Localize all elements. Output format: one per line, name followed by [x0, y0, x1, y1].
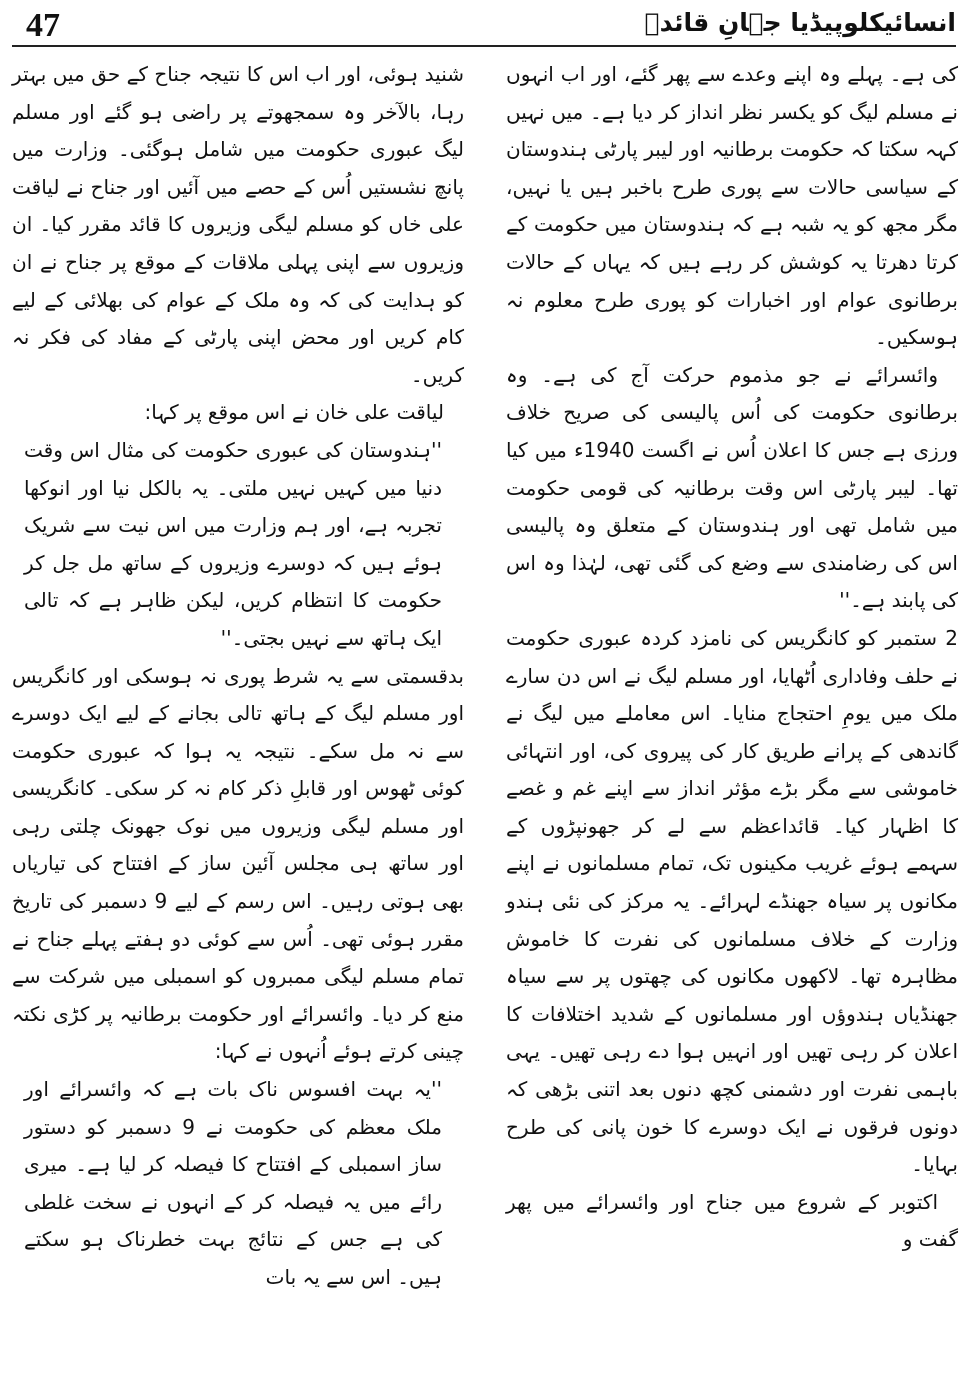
header-rule — [12, 45, 956, 47]
paragraph: 2 ستمبر کو کانگریس کی نامزد کردہ عبوری حکومت نے حلف وفاداری اُٹھایا، اور مسلم لیگ نے اس دن سارے ملک میں یومِ احتجاج منایا۔ اس معاملے میں لیگ نے گاندھی کے پرانے طریق کار کی پیروی کی، اور انتہائی خاموشی سے مگر بڑے مؤثر انداز سے اپنے غم و غصے کا اظہار کیا۔ قائداعظم سے لے کر جھونپڑوں کے سہمے ہوئے غریب مکینوں تک، تمام مسلمانوں نے اپنے مکانوں پر سیاہ جھنڈے لہرائے۔ یہ مرکز کی نئی ہندو وزارت کے خلاف مسلمانوں کی نفرت کا خاموش مظاہرہ تھا۔ لاکھوں مکانوں کی چھتوں پر سے سیاہ جھنڈیاں ہندوؤں اور مسلمانوں کے شدید اختلافات کا اعلان کر رہی تھیں اور انہیں ہوا دے رہی تھیں۔ یہی باہمی نفرت اور دشمنی کچھ دنوں بعد اتنی بڑھی کہ دونوں فرقوں نے ایک دوسرے کا خون پانی کی طرح بہایا۔ — [506, 625, 958, 1177]
running-title: انسائیکلوپیڈیا جہانِ قائدؒ — [644, 8, 956, 37]
block-quote: ''ہندوستان کی عبوری حکومت کی مثال اس وقت دنیا میں کہیں نہیں ملتی۔ یہ بالکل نیا اور انوکھا تجربہ ہے، اور ہم وزارت میں اس نیت سے شریک ہوئے ہیں کہ دوسرے وزیروں کے ساتھ مل جل کر حکومت کا انتظام کریں، لیکن ظاہر ہے کہ تالی ایک ہاتھ سے نہیں بجتی۔'' — [24, 437, 442, 650]
paragraph: اکتوبر کے شروع میں جناح اور وائسرائے میں پھر گفت و — [506, 1189, 958, 1252]
right-column — [506, 56, 958, 1259]
block-quote: ''یہ بہت افسوس ناک بات ہے کہ وائسرائے اور ملک معظم کی حکومت نے 9 دسمبر کو دستور ساز اسمبلی کے افتتاح کا فیصلہ کر لیا ہے۔ میری رائے میں یہ فیصلہ کر کے انہوں نے سخت غلطی کی ہے جس کے نتائج بہت خطرناک ہو سکتے ہیں۔ اس سے یہ بات — [24, 1077, 442, 1289]
paragraph: لیاقت علی خان نے اس موقع پر کہا: — [144, 400, 444, 425]
page-number: 47 — [26, 7, 60, 44]
paragraph: بدقسمتی سے یہ شرط پوری نہ ہوسکی اور کانگریس اور مسلم لیگ کے ہاتھ تالی بجانے کے لیے ایک دوسرے سے نہ مل سکے۔ نتیجہ یہ ہوا کہ عبوری حکومت کوئی ٹھوس اور قابلِ ذکر کام نہ کر سکی۔ کانگریسی اور مسلم لیگی وزیروں میں نوک جھونک چلتی رہی اور ساتھ ہی مجلس آئین ساز کے افتتاح کی تیاریاں بھی ہوتی رہیں۔ اس رسم کے لیے 9 دسمبر کی تاریخ مقرر ہوئی تھی۔ اُس سے کوئی دو ہفتے پہلے جناح نے تمام مسلم لیگی ممبروں کو اسمبلی میں شرکت سے منع کر دیا۔ وائسرائے اور حکومت برطانیہ پر کڑی نکتہ چینی کرتے ہوئے اُنہوں نے کہا: — [12, 663, 464, 1064]
paragraph: شنید ہوئی، اور اب اس کا نتیجہ جناح کے حق میں بہتر رہا، بالآخر وہ سمجھوتے پر راضی ہو گئے اور مسلم لیگ عبوری حکومت میں شامل ہوگئی۔ وزارت میں پانچ نشستیں اُس کے حصے میں آئیں اور جناح نے لیاقت علی خاں کو مسلم لیگی وزیروں کا قائد مقرر کیا۔ ان وزیروں سے اپنی پہلی ملاقات کے موقع پر جناح نے ان کو ہدایت کی کہ وہ ملک کے عوام کی بھلائی کے لیے کام کریں اور محض اپنی پارٹی کے مفاد کی فکر نہ کریں۔ — [12, 62, 464, 387]
paragraph: وائسرائے نے جو مذموم حرکت آج کی ہے۔ وہ برطانوی حکومت کی اُس پالیسی کی صریح خلاف ورزی ہے جس کا اعلان اُس نے اگست 1940ء میں کیا تھا۔ لیبر پارٹی اس وقت برطانیہ کی قومی حکومت میں شامل تھی اور ہندوستان کے متعلق وہ پالیسی اس کی رضامندی سے وضع کی گئی تھی، لہٰذا وہ اس کی پابند ہے۔'' — [506, 362, 958, 613]
left-column — [12, 56, 464, 1297]
paragraph: کی ہے۔ پہلے وہ اپنے وعدے سے پھر گئے، اور اب انہوں نے مسلم لیگ کو یکسر نظر انداز کر دیا ہے۔ میں نہیں کہہ سکتا کہ حکومت برطانیہ اور لیبر پارٹی ہندوستان کے سیاسی حالات سے پوری طرح باخبر ہیں یا نہیں، مگر مجھ کو یہ شبہ ہے کہ ہندوستان میں حکومت کے کرتا دھرتا یہ کوشش کر رہے ہیں کہ یہاں کے حالات برطانوی عوام اور اخبارات کو پوری طرح معلوم نہ ہوسکیں۔ — [506, 62, 958, 350]
page-header — [0, 0, 968, 48]
